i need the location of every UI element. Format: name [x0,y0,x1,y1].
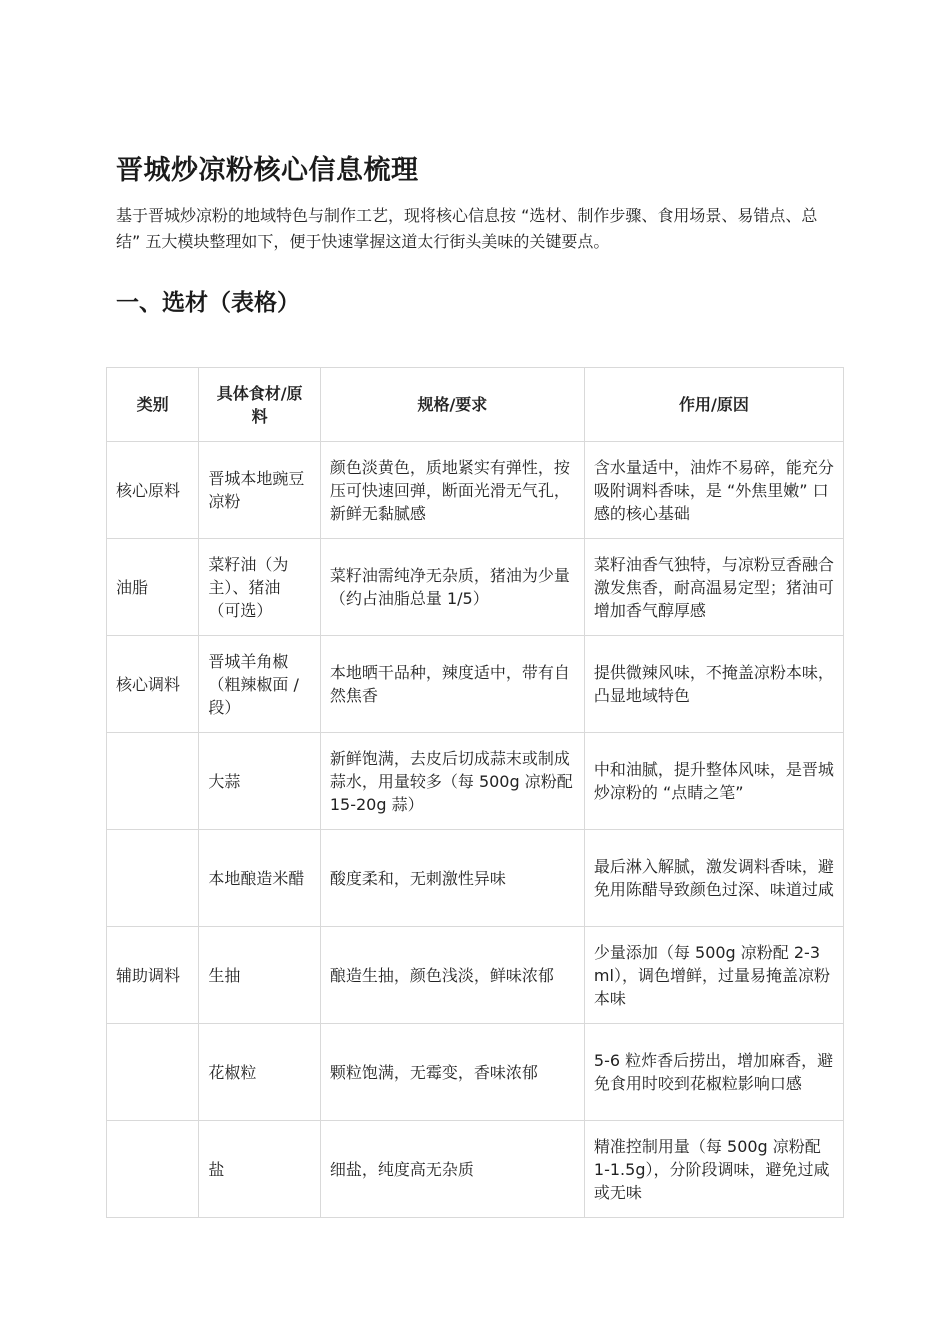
cell-purpose: 含水量适中，油炸不易碎，能充分吸附调料香味，是 “外焦里嫩” 口感的核心基础 [584,442,843,539]
cell-ingredient: 生抽 [199,927,320,1024]
cell-spec: 新鲜饱满，去皮后切成蒜末或制成蒜水，用量较多（每 500g 凉粉配 15-20g 蒜） [320,733,584,830]
cell-spec: 颜色淡黄色，质地紧实有弹性，按压可快速回弹，断面光滑无气孔，新鲜无黏腻感 [320,442,584,539]
table-row [107,830,844,927]
cell-purpose: 菜籽油香气独特，与凉粉豆香融合激发焦香，耐高温易定型；猪油可增加香气醇厚感 [584,539,843,636]
cell-ingredient: 晋城羊角椒（粗辣椒面 / 段） [199,636,320,733]
cell-ingredient: 本地酿造米醋 [199,830,320,927]
header-spec: 规格/要求 [320,368,584,442]
table-row [107,927,844,1024]
cell-spec: 酸度柔和，无刺激性异味 [320,830,584,927]
table-row [107,636,844,733]
cell-spec: 菜籽油需纯净无杂质，猪油为少量（约占油脂总量 1/5） [320,539,584,636]
cell-ingredient: 花椒粒 [199,1024,320,1121]
table-row [107,1121,844,1218]
header-category: 类别 [107,368,199,442]
cell-purpose: 提供微辣风味，不掩盖凉粉本味，凸显地域特色 [584,636,843,733]
cell-category [107,1121,199,1218]
cell-category: 核心调料 [107,636,199,733]
cell-purpose: 精准控制用量（每 500g 凉粉配 1-1.5g），分阶段调味，避免过咸或无味 [584,1121,843,1218]
table-row [107,539,844,636]
section-title-ingredients: 一、选材（表格） [116,290,300,316]
page-title: 晋城炒凉粉核心信息梳理 [116,155,419,186]
cell-category [107,830,199,927]
cell-ingredient: 菜籽油（为主）、猪油（可选） [199,539,320,636]
cell-category [107,733,199,830]
ingredients-table [106,367,844,1218]
table-row [107,442,844,539]
cell-ingredient: 大蒜 [199,733,320,830]
cell-spec: 本地晒干品种，辣度适中，带有自然焦香 [320,636,584,733]
cell-ingredient: 盐 [199,1121,320,1218]
cell-purpose: 少量添加（每 500g 凉粉配 2-3ml），调色增鲜，过量易掩盖凉粉本味 [584,927,843,1024]
cell-category [107,1024,199,1121]
cell-category: 辅助调料 [107,927,199,1024]
table-row [107,733,844,830]
cell-category: 油脂 [107,539,199,636]
cell-purpose: 中和油腻，提升整体风味，是晋城炒凉粉的 “点睛之笔” [584,733,843,830]
cell-spec: 酿造生抽，颜色浅淡，鲜味浓郁 [320,927,584,1024]
cell-spec: 颗粒饱满，无霉变，香味浓郁 [320,1024,584,1121]
table-row [107,1024,844,1121]
cell-spec: 细盐，纯度高无杂质 [320,1121,584,1218]
header-ingredient: 具体食材/原料 [199,368,320,442]
cell-purpose: 最后淋入解腻，激发调料香味，避免用陈醋导致颜色过深、味道过咸 [584,830,843,927]
cell-category: 核心原料 [107,442,199,539]
cell-purpose: 5-6 粒炸香后捞出，增加麻香，避免食用时咬到花椒粒影响口感 [584,1024,843,1121]
cell-ingredient: 晋城本地豌豆凉粉 [199,442,320,539]
header-purpose: 作用/原因 [584,368,843,442]
intro-paragraph: 基于晋城炒凉粉的地域特色与制作工艺，现将核心信息按 “选材、制作步骤、食用场景、易错点、总结” 五大模块整理如下，便于快速掌握这道太行街头美味的关键要点。 [116,206,818,251]
table-header-row [107,368,844,442]
